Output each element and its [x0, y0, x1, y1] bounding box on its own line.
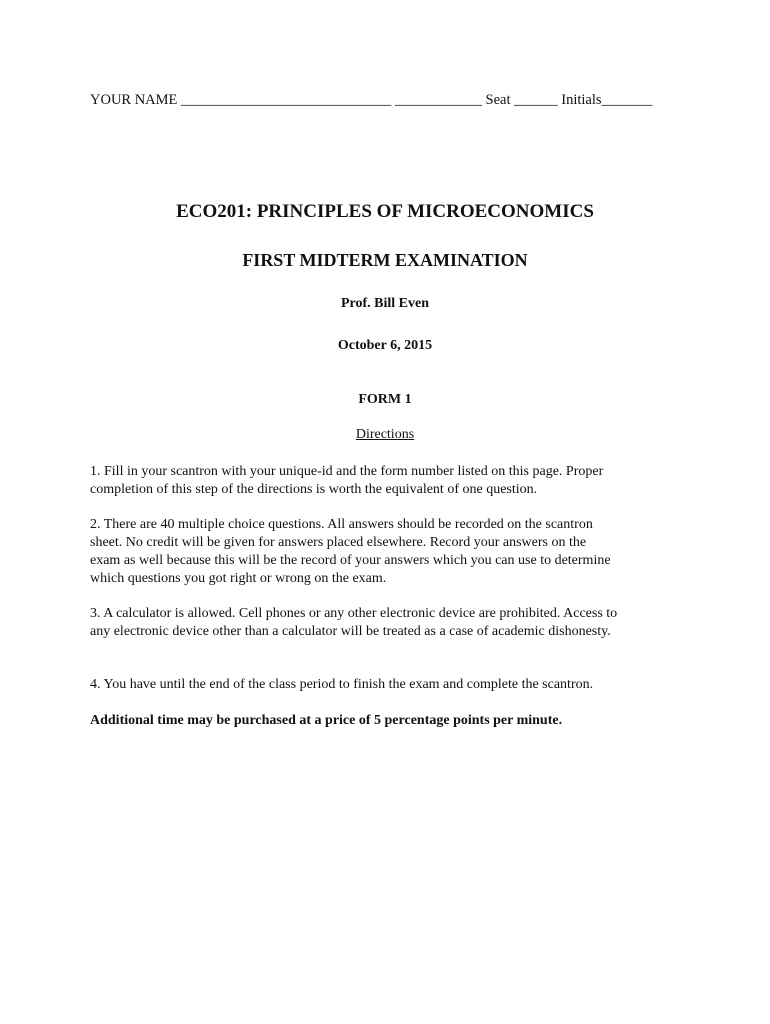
direction-item-2: 2. There are 40 multiple choice questions. All answers should be recorded on the scantron sheet. No credit will be given for answers placed elsewhere. Record your answers on the exam as well because this will be the record of your answers which you can use to determine which questions you got right or wrong on the exam. — [90, 517, 611, 586]
professor-name: Prof. Bill Even — [340, 296, 430, 311]
direction-item-4-text: 4. You have until the end of the class period to finish the exam and complete the scantron. — [90, 677, 594, 692]
form-number: FORM 1 — [358, 392, 412, 407]
student-info-line: YOUR NAME _____________________________ ____________ Seat ______ Initials_______ — [90, 92, 653, 108]
exam-title: FIRST MIDTERM EXAMINATION — [242, 250, 528, 270]
directions-heading: Directions — [355, 427, 415, 442]
direction-item-4 — [90, 658, 690, 748]
direction-item-4-bold-text: Additional time may be purchased at a price of 5 percentage points per minute. — [90, 713, 563, 728]
exam-date: October 6, 2015 — [337, 338, 433, 353]
direction-item-3: 3. A calculator is allowed. Cell phones or any other electronic device are prohibited. Access to any electronic device other than a calculator will be treated as a case of academic dishonesty. — [90, 606, 618, 639]
direction-item-1: 1. Fill in your scantron with your unique-id and the form number listed on this page. Proper completion of this step of the directions is worth the equivalent of one question. — [90, 464, 604, 497]
course-title: ECO201: PRINCIPLES OF MICROECONOMICS — [176, 201, 594, 222]
